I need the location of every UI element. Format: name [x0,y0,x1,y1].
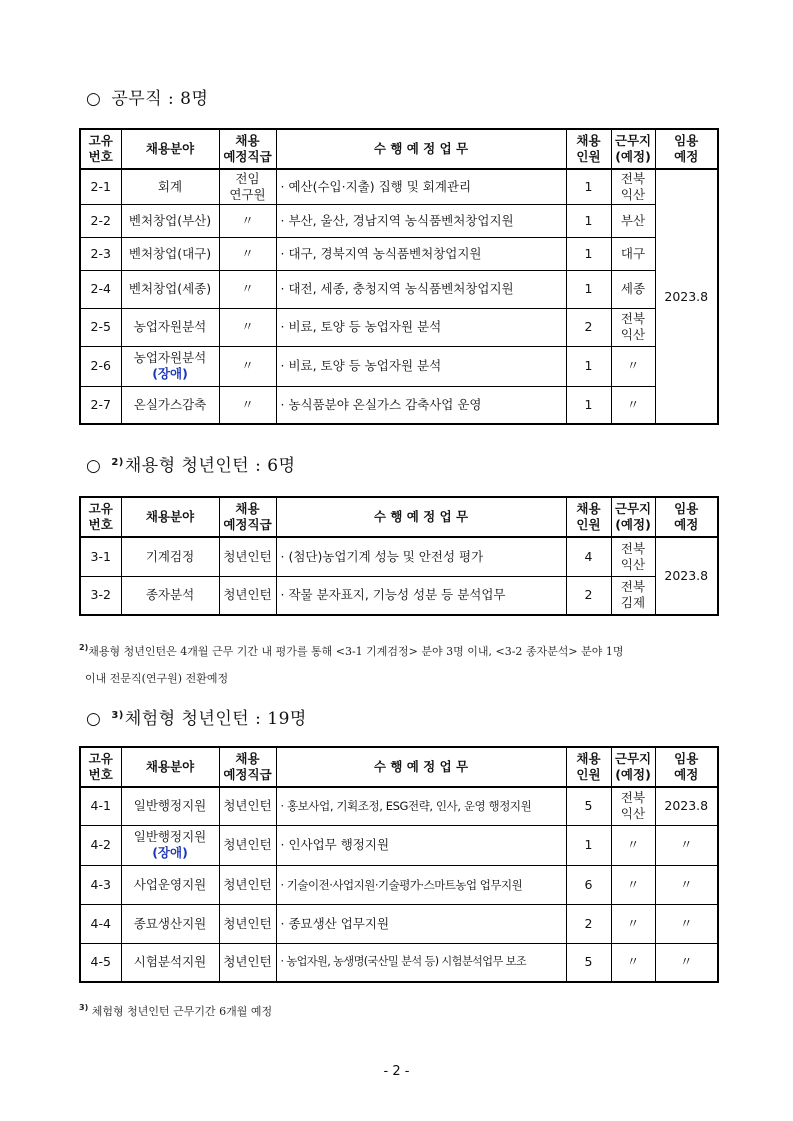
row-count: 1 [566,204,611,237]
row-task: · 농식품분야 온실가스 감축사업 운영 [276,386,566,424]
row-count: 2 [566,904,611,943]
row-count: 1 [566,270,611,308]
row-field: 사업운영지원 [121,865,219,904]
row-appoint: 〃 [655,865,718,904]
row-id: 2-1 [80,169,121,204]
row-task: · 부산, 울산, 경남지역 농식품벤처창업지원 [276,204,566,237]
row-location: 전북 익산 [611,787,655,825]
header-count: 채용 인원 [566,129,611,169]
row-location: 세종 [611,270,655,308]
table-row [80,787,718,825]
row-field: 기계검정 [121,537,219,576]
table-row [80,537,718,576]
row-id: 2-6 [80,346,121,386]
row-task: · 작물 분자표지, 기능성 성분 등 분석업무 [276,576,566,615]
circle-bullet-icon: ○ [86,456,102,476]
footnote-text-line1: 채용형 청년인턴은 4개월 근무 기간 내 평가를 통해 <3-1 기계검정> 분야 3명 이내, <3-2 종자분석> 분야 1명 [88,645,624,658]
row-field: 회계 [121,169,219,204]
row-id: 2-4 [80,270,121,308]
row-task: · 기술이전·사업지원·기술평가·스마트농업 업무지원 [276,865,566,904]
row-count: 6 [566,865,611,904]
header-grade: 채용 예정직급 [219,747,276,787]
row-location: 전북 김제 [611,576,655,615]
header-grade: 채용 예정직급 [219,497,276,537]
row-id: 4-5 [80,943,121,982]
header-location: 근무지 (예정) [611,129,655,169]
row-grade: 청년인턴 [219,576,276,615]
header-appoint: 임용 예정 [655,129,718,169]
table-row [80,576,718,615]
row-count: 1 [566,825,611,865]
row-count: 1 [566,237,611,270]
row-task: · 종묘생산 업무지원 [276,904,566,943]
header-task: 수 행 예 정 업 무 [276,747,566,787]
row-grade: 청년인턴 [219,825,276,865]
header-location: 근무지 (예정) [611,497,655,537]
row-location: 〃 [611,865,655,904]
experience-intern-table [79,746,719,983]
row-task: · 대구, 경북지역 농식품벤처창업지원 [276,237,566,270]
row-id: 3-1 [80,537,121,576]
footnote-3 [79,994,719,1025]
row-grade: 〃 [219,386,276,424]
disability-note: (장애) [152,366,188,381]
row-appoint: 2023.8 [655,787,718,825]
row-id: 2-7 [80,386,121,424]
disability-note: (장애) [152,845,188,860]
section-title-hiring-intern [86,451,296,476]
row-field: 벤처창업(대구) [121,237,219,270]
row-task: · 비료, 토양 등 농업자원 분석 [276,346,566,386]
table-header-row [80,747,718,787]
row-task: · 인사업무 행정지원 [276,825,566,865]
row-count: 1 [566,169,611,204]
row-count: 1 [566,346,611,386]
row-count: 1 [566,386,611,424]
row-id: 3-2 [80,576,121,615]
section-title-experience-intern [86,704,307,729]
table-header-row [80,497,718,537]
row-field: 종묘생산지원 [121,904,219,943]
footnote-mark: 3) [79,1003,89,1012]
row-appoint: 〃 [655,943,718,982]
row-field: 일반행정지원 [121,787,219,825]
row-grade: 청년인턴 [219,943,276,982]
row-field: 일반행정지원 (장애) [121,825,219,865]
row-id: 2-2 [80,204,121,237]
section-title-civil-servant [86,84,208,109]
header-task: 수 행 예 정 업 무 [276,129,566,169]
table-row [80,346,718,386]
row-id: 4-2 [80,825,121,865]
row-grade: 〃 [219,270,276,308]
section-title-text: 채용형 청년인턴 : 6명 [124,456,296,476]
row-grade: 청년인턴 [219,537,276,576]
footnote-ref: 3) [111,710,124,721]
row-location: 부산 [611,204,655,237]
row-appoint: 〃 [655,904,718,943]
table-row [80,204,718,237]
row-field: 시험분석지원 [121,943,219,982]
table-row [80,865,718,904]
section-title-text: 체험형 청년인턴 : 19명 [124,709,307,729]
circle-bullet-icon: ○ [86,89,102,109]
table-row [80,270,718,308]
row-location: 전북 익산 [611,308,655,346]
header-field: 채용분야 [121,129,219,169]
row-field: 벤처창업(부산) [121,204,219,237]
header-field: 채용분야 [121,497,219,537]
row-task: · 농업자원, 농생명(국산밀 분석 등) 시험분석업무 보조 [276,943,566,982]
row-location: 대구 [611,237,655,270]
footnote-ref: 2) [111,457,124,468]
footnote-text-line2: 이내 전문직(연구원) 전환예정 [85,672,229,685]
row-grade: 청년인턴 [219,904,276,943]
row-field: 온실가스감축 [121,386,219,424]
row-location: 전북 익산 [611,537,655,576]
row-field: 농업자원분석 [121,308,219,346]
hiring-intern-table [79,496,719,616]
header-id: 고유 번호 [80,747,121,787]
row-task: · 대전, 세종, 충청지역 농식품벤처창업지원 [276,270,566,308]
row-appoint: 2023.8 [655,169,718,424]
row-appoint: 2023.8 [655,537,718,615]
table-header-row [80,129,718,169]
section-title-text: 공무직 : 8명 [111,89,209,109]
row-task: · 비료, 토양 등 농업자원 분석 [276,308,566,346]
table-row [80,237,718,270]
page-number: - 2 - [383,1064,410,1079]
row-appoint: 〃 [655,825,718,865]
row-grade: 〃 [219,237,276,270]
row-task: · 홍보사업, 기획조정, ESG전략, 인사, 운영 행정지원 [276,787,566,825]
header-task: 수 행 예 정 업 무 [276,497,566,537]
row-field: 벤처창업(세종) [121,270,219,308]
table-row [80,308,718,346]
row-location: 〃 [611,825,655,865]
row-grade: 〃 [219,204,276,237]
footnote-2 [79,634,719,692]
row-grade: 전임 연구원 [219,169,276,204]
header-appoint: 임용 예정 [655,497,718,537]
row-id: 4-4 [80,904,121,943]
row-count: 5 [566,943,611,982]
row-task: · 예산(수입·지출) 집행 및 회계관리 [276,169,566,204]
header-location: 근무지 (예정) [611,747,655,787]
row-id: 2-3 [80,237,121,270]
header-id: 고유 번호 [80,497,121,537]
header-appoint: 임용 예정 [655,747,718,787]
header-grade: 채용 예정직급 [219,129,276,169]
table-row [80,943,718,982]
row-count: 2 [566,576,611,615]
row-task: · (첨단)농업기계 성능 및 안전성 평가 [276,537,566,576]
row-id: 2-5 [80,308,121,346]
row-location: 전북 익산 [611,169,655,204]
row-location: 〃 [611,943,655,982]
table-row [80,825,718,865]
row-grade: 청년인턴 [219,865,276,904]
row-location: 〃 [611,346,655,386]
row-field: 종자분석 [121,576,219,615]
row-count: 4 [566,537,611,576]
row-field: 농업자원분석 (장애) [121,346,219,386]
row-grade: 청년인턴 [219,787,276,825]
row-count: 2 [566,308,611,346]
header-field: 채용분야 [121,747,219,787]
row-grade: 〃 [219,308,276,346]
header-id: 고유 번호 [80,129,121,169]
header-count: 채용 인원 [566,497,611,537]
row-id: 4-1 [80,787,121,825]
row-grade: 〃 [219,346,276,386]
table-row [80,169,718,204]
circle-bullet-icon: ○ [86,709,102,729]
row-id: 4-3 [80,865,121,904]
row-location: 〃 [611,904,655,943]
row-count: 5 [566,787,611,825]
table-row [80,904,718,943]
civil-servant-table [79,128,719,425]
footnote-mark: 2) [79,643,89,652]
table-row [80,386,718,424]
row-location: 〃 [611,386,655,424]
footnote-text-line1: 체험형 청년인턴 근무기간 6개월 예정 [91,1005,273,1018]
header-count: 채용 인원 [566,747,611,787]
